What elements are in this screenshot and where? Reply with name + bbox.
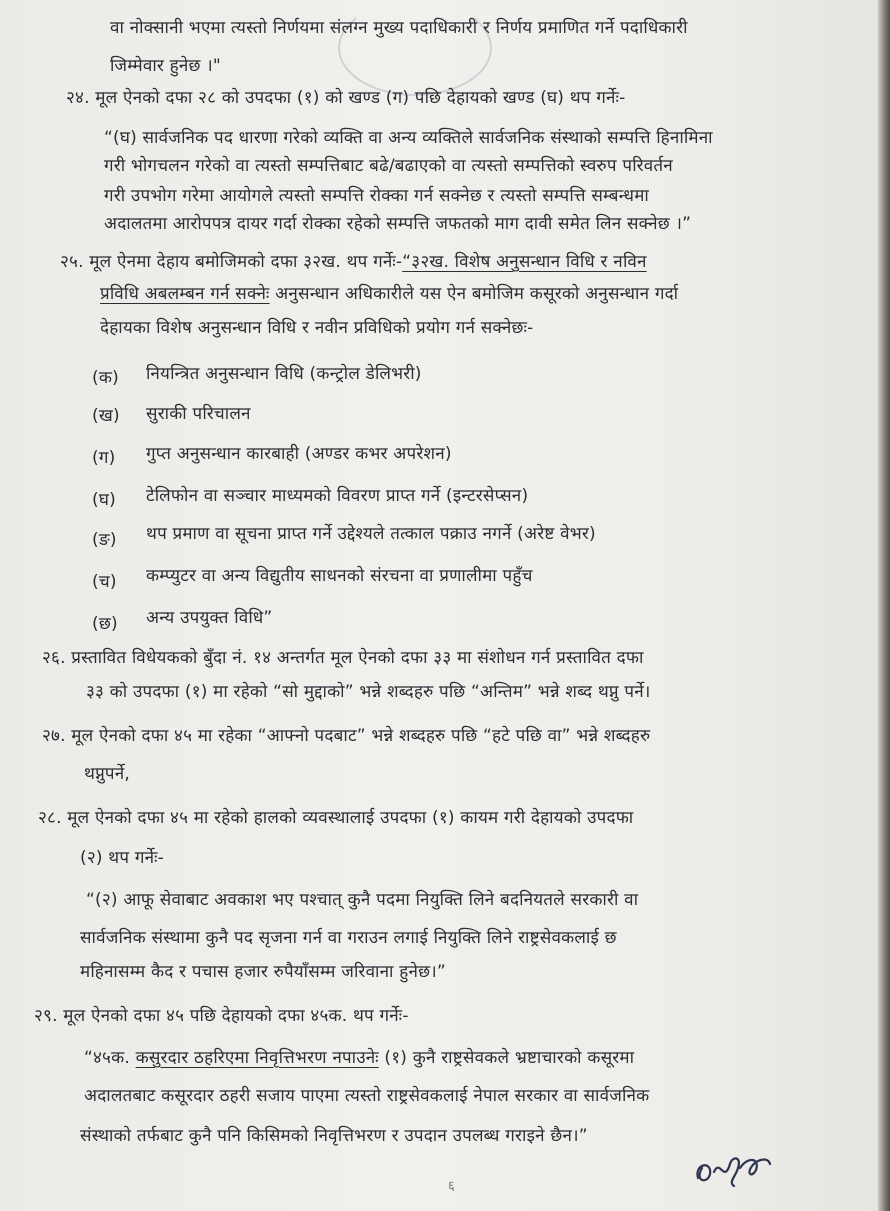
list-item: अन्य उपयुक्त विधि” bbox=[146, 608, 273, 628]
text-line: गरी भोगचलन गरेको वा त्यस्तो सम्पत्तिबाट बढे/बढाएको वा त्यस्तो सम्पत्तिको स्वरुप परिवर्तन bbox=[104, 156, 673, 176]
text-line: “(२) आफू सेवाबाट अवकाश भए पश्चात् कुनै पदमा नियुक्ति लिने बदनियतले सरकारी वा bbox=[86, 890, 639, 910]
list-item: कम्प्युटर वा अन्य विद्युतीय साधनको संरचना वा प्रणालीमा पहुँच bbox=[146, 566, 533, 586]
text-line: गरी उपभोग गरेमा आयोगले त्यस्तो सम्पत्ति रोक्का गर्न सक्नेछ र त्यस्तो सम्पत्ति सम्बन्धमा bbox=[104, 186, 649, 206]
clause-25-heading bbox=[60, 250, 647, 274]
list-item: गुप्त अनुसन्धान कारबाही (अण्डर कभर अपरेशन) bbox=[146, 444, 452, 464]
text-line: जिम्मेवार हुनेछ ।" bbox=[110, 56, 221, 76]
clause-text: अनुसन्धान अधिकारीले यस ऐन बमोजिम कसूरको अनुसन्धान गर्दा bbox=[269, 284, 679, 304]
text-line: संस्थाको तर्फबाट कुनै पनि किसिमको निवृत्तिभरण र उपदान उपलब्ध गराइने छैन।” bbox=[80, 1126, 588, 1146]
text-line: सार्वजनिक संस्थामा कुनै पद सृजना गर्न वा गराउन लगाई नियुक्ति लिने राष्ट्रसेवकलाई छ bbox=[80, 928, 617, 948]
clause-27-heading: २७. मूल ऐनको दफा ४५ मा रहेका “आफ्नो पदबाट” भन्ने शब्दहरु पछि “हटे पछि वा” भन्ने शब्दहरु bbox=[42, 726, 651, 746]
list-marker: (घ) bbox=[92, 490, 116, 510]
text-line: ३३ को उपदफा (१) मा रहेको “सो मुद्दाको” भन्ने शब्दहरु पछि “अन्तिम” भन्ने शब्द थप्नु पर्ने। bbox=[86, 682, 651, 702]
text-line bbox=[100, 282, 678, 306]
text-line: वा नोक्सानी भएमा त्यस्तो निर्णयमा संलग्न मुख्य पदाधिकारी र निर्णय प्रमाणित गर्ने पदाधिकारी bbox=[110, 18, 688, 38]
text-line: थप्नुपर्ने, bbox=[84, 764, 131, 784]
text-line bbox=[84, 1046, 634, 1070]
list-marker: (क) bbox=[92, 368, 119, 388]
list-marker: (ख) bbox=[92, 406, 120, 426]
clause-29-heading: २९. मूल ऐनको दफा ४५ पछि देहायको दफा ४५क. थप गर्नेः- bbox=[34, 1006, 409, 1026]
text-line: देहायका विशेष अनुसन्धान विधि र नवीन प्रविधिको प्रयोग गर्न सक्नेछः- bbox=[100, 318, 534, 338]
section-32kha-title: “३२ख. विशेष अनुसन्धान विधि र नविन bbox=[402, 252, 647, 272]
clause-26-heading: २६. प्रस्तावित विधेयकको बुँदा नं. १४ अन्तर्गत मूल ऐनको दफा ३३ मा संशोधन गर्न प्रस्तावित दफा bbox=[42, 648, 644, 668]
text-line: (२) थप गर्नेः- bbox=[80, 848, 165, 868]
page-edge-shadow bbox=[878, 0, 890, 1211]
clause-24-heading: २४. मूल ऐनको दफा २८ को उपदफा (१) को खण्ड (ग) पछि देहायको खण्ड (घ) थप गर्नेः- bbox=[66, 88, 626, 108]
list-item: टेलिफोन वा सञ्चार माध्यमको विवरण प्राप्त गर्ने (इन्टरसेप्सन) bbox=[146, 486, 529, 506]
text-line: अदालतमा आरोपपत्र दायर गर्दा रोक्का रहेको सम्पत्ति जफतको माग दावी समेत लिन सक्नेछ ।” bbox=[104, 214, 692, 234]
list-marker: (छ) bbox=[92, 614, 118, 634]
official-seal bbox=[338, 0, 492, 96]
text-line: अदालतबाट कसूरदार ठहरी सजाय पाएमा त्यस्तो राष्ट्रसेवकलाई नेपाल सरकार वा सार्वजनिक bbox=[84, 1086, 650, 1106]
clause-28-heading: २८. मूल ऐनको दफा ४५ मा रहेको हालको व्यवस्थालाई उपदफा (१) कायम गरी देहायको उपदफा bbox=[38, 808, 634, 828]
list-item: थप प्रमाण वा सूचना प्राप्त गर्ने उद्देश्यले तत्काल पक्राउ नगर्ने (अरेष्ट वेभर) bbox=[146, 524, 596, 544]
page-number: ६ bbox=[448, 1179, 455, 1194]
signature-icon bbox=[690, 1138, 780, 1198]
clause-text: (१) कुनै राष्ट्रसेवकले भ्रष्टाचारको कसूरमा bbox=[378, 1048, 635, 1068]
text-line: महिनासम्म कैद र पचास हजार रुपैयाँसम्म जरिवाना हुनेछ।” bbox=[80, 962, 446, 982]
list-marker: (च) bbox=[92, 572, 117, 592]
list-marker: (ग) bbox=[92, 448, 116, 468]
section-number: “४५क. bbox=[84, 1048, 130, 1068]
clause-text: २५. मूल ऐनमा देहाय बमोजिमको दफा ३२ख. थप गर्नेः- bbox=[60, 252, 403, 272]
text-line: “(घ) सार्वजनिक पद धारणा गरेको व्यक्ति वा अन्य व्यक्तिले सार्वजनिक संस्थाको सम्पत्ति हिनामिना bbox=[104, 128, 713, 148]
list-item: नियन्त्रित अनुसन्धान विधि (कन्ट्रोल डेलिभरी) bbox=[146, 364, 422, 384]
section-title-continued: प्रविधि अबलम्बन गर्न सक्नेः bbox=[100, 284, 270, 304]
list-marker: (ङ) bbox=[92, 530, 117, 550]
section-45ka-title: कसुरदार ठहरिएमा निवृत्तिभरण नपाउनेः bbox=[135, 1048, 379, 1068]
list-item: सुराकी परिचालन bbox=[146, 404, 251, 424]
